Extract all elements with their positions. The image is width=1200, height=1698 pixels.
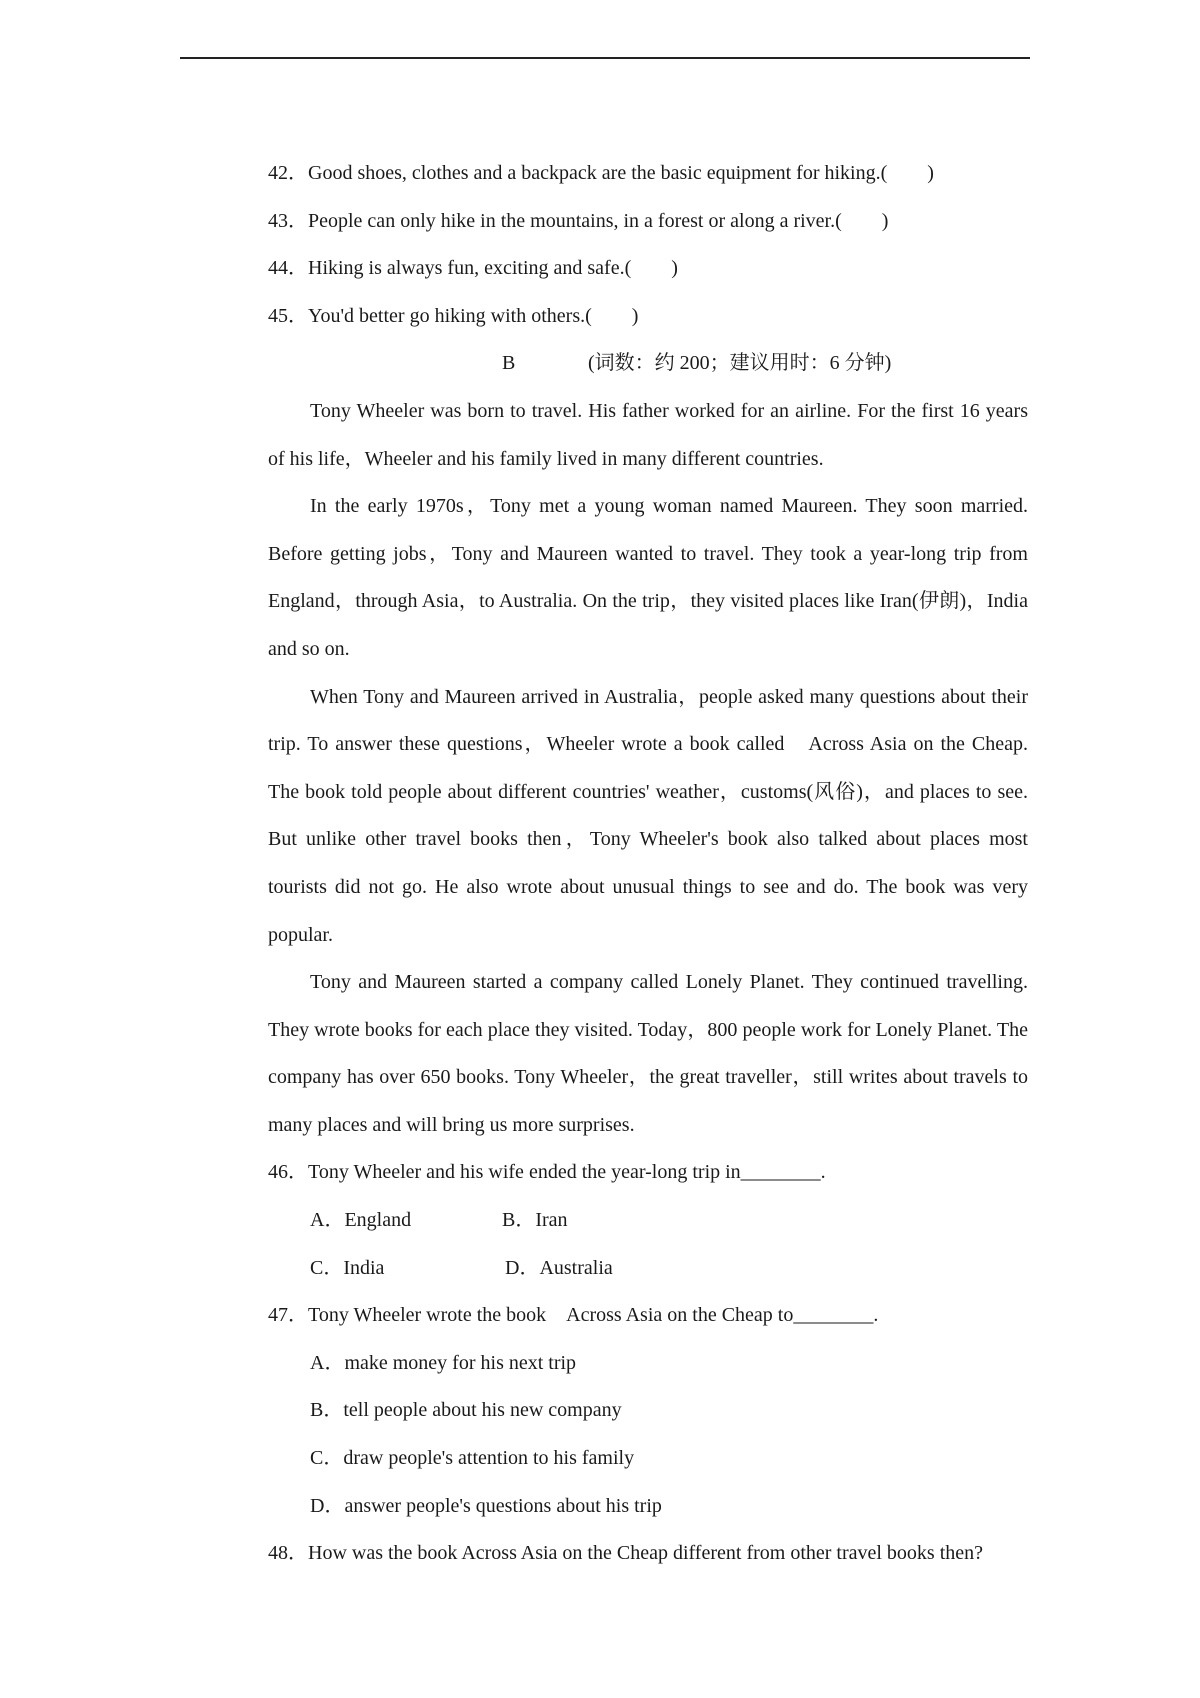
passage-paragraph-3: When Tony and Maureen arrived in Australia，people asked many questions about their trip. To answer these questions，Wheeler wrote a book called Across Asia on the Cheap. The book told people about different countries' weather，customs(风俗)，and places to see. But unlike other travel books then，Tony Wheeler's book also talked about places most tourists did not go. He also wrote about unusual things to see and do. The book was very popular. [268, 685, 1028, 946]
section-letter: B [502, 352, 516, 375]
question-text: Good shoes, clothes and a backpack are the basic equipment for hiking.( ) [308, 162, 934, 184]
option-c: C．India [310, 1256, 385, 1279]
question-number: 42． [268, 162, 308, 184]
question-48-stem: 48．How was the book Across Asia on the Cheap different from other travel books then? [268, 1542, 984, 1565]
passage-paragraph-2: In the early 1970s，Tony met a young woman named Maureen. They soon married. Before getting jobs，Tony and Maureen wanted to travel. They took a year-long trip from England，through Asia，to Australia. On the trip，they visited places like Iran(伊朗)，India and so on. [268, 495, 1028, 660]
document-body [268, 150, 1028, 1578]
question-47-option-d: D．answer people's questions about his trip [310, 1494, 662, 1517]
passage-paragraph-4: Tony and Maureen started a company called Lonely Planet. They continued travelling. They wrote books for each place they visited. Today，800 people work for Lonely Planet. The company has over 650 books. Tony Wheeler，the great traveller，still writes about travels to many places and will bring us more surprises. [268, 971, 1028, 1136]
question-46-options-row-2 [268, 1245, 1028, 1293]
header-rule [180, 57, 1030, 59]
passage-paragraph-1: Tony Wheeler was born to travel. His father worked for an airline. For the first 16 years of his life，Wheeler and his family lived in many different countries. [268, 399, 1028, 470]
question-47-option-c: C．draw people's attention to his family [310, 1447, 635, 1470]
question-46-options-row-1 [268, 1197, 1028, 1245]
section-meta: (词数：约 200；建议用时：6 分钟) [588, 352, 892, 375]
question-45 [268, 293, 1028, 341]
question-43 [268, 198, 1028, 246]
question-text: You'd better go hiking with others.( ) [308, 304, 639, 327]
option-d: D．Australia [505, 1256, 613, 1279]
question-47-option-a: A．make money for his next trip [310, 1351, 577, 1374]
question-47-stem: 47．Tony Wheeler wrote the book Across Asia on the Cheap to________. [268, 1304, 879, 1327]
question-47-option-b: B．tell people about his new company [310, 1399, 622, 1422]
question-46-stem: 46．Tony Wheeler and his wife ended the year-long trip in________. [268, 1161, 826, 1184]
option-a: A．England [310, 1209, 412, 1232]
question-number: 44． [268, 257, 308, 280]
option-b: B．Iran [502, 1209, 568, 1232]
question-44 [268, 245, 1028, 293]
section-heading [268, 340, 1028, 388]
question-number: 45． [268, 304, 308, 327]
question-42 [268, 150, 1028, 198]
question-text: Hiking is always fun, exciting and safe.( ) [308, 257, 678, 280]
question-text: People can only hike in the mountains, in a forest or along a river.( ) [308, 209, 889, 232]
question-number: 43． [268, 209, 308, 232]
